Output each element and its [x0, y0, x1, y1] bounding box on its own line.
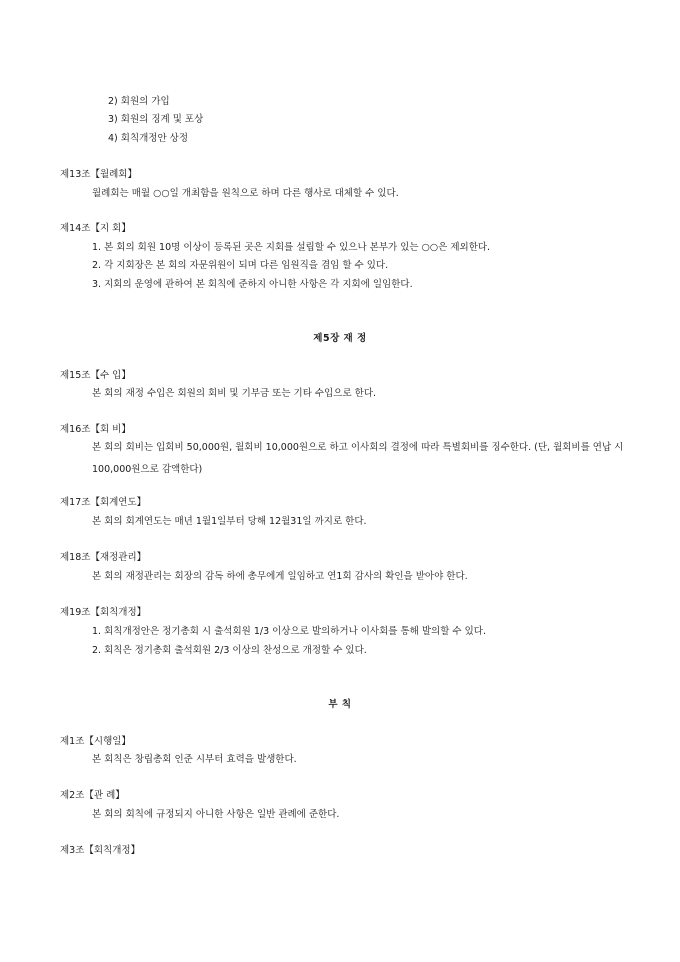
- article-17-body: 본 회의 회계연도는 매년 1월1일부터 당해 12월31일 까지로 한다.: [92, 516, 367, 527]
- article-15-body: 본 회의 재정 수입은 회원의 회비 및 기부금 또는 기타 수입으로 한다.: [92, 388, 377, 399]
- article-14-item: 1. 본 회의 회원 10명 이상이 등록된 곳은 지회를 설립할 수 있으나 본부가 있는 ○○은 제외한다.: [92, 242, 491, 253]
- article-13-title: 제13조【월례회】: [60, 169, 137, 180]
- article-19-item: 2. 회칙은 정기총회 출석회원 2/3 이상의 찬성으로 개정할 수 있다.: [92, 645, 367, 656]
- article-19-item: 1. 회칙개정안은 정기총회 시 출석회원 1/3 이상으로 발의하거나 이사회를 통해 발의할 수 있다.: [92, 626, 486, 637]
- article-13-body: 월례회는 매월 ○○일 개최함을 원칙으로 하며 다른 행사로 대체할 수 있다.: [92, 188, 399, 199]
- appendix-heading: 부 칙: [328, 699, 352, 710]
- article-19-title: 제19조【회칙개정】: [60, 607, 147, 618]
- article-14-item: 2. 각 지회장은 본 회의 자문위원이 되며 다른 임원직을 겸임 할 수 있다.: [92, 260, 389, 271]
- list-item: 2) 회원의 가입: [108, 96, 170, 107]
- article-16-body: 본 회의 회비는 입회비 50,000원, 월회비 10,000원으로 하고 이사회의 결정에 따라 특별회비를 징수한다. (단, 월회비를 연납 시 100,000원으로 감액한다): [92, 442, 624, 475]
- article-14-item: 3. 지회의 운영에 관하여 본 회칙에 준하지 아니한 사항은 각 지회에 일임한다.: [92, 279, 413, 290]
- appendix-article-1-body: 본 회칙은 창립총회 인준 시부터 효력을 발생한다.: [92, 754, 297, 765]
- article-18-body: 본 회의 재정관리는 회장의 감독 하에 총무에게 일임하고 연1회 감사의 확인을 받아야 한다.: [92, 571, 468, 582]
- appendix-article-2-body: 본 회의 회칙에 규정되지 아니한 사항은 일반 관례에 준한다.: [92, 809, 340, 820]
- article-15-title: 제15조【수 입】: [60, 370, 131, 381]
- article-16-title: 제16조【회 비】: [60, 424, 131, 435]
- article-17-title: 제17조【회계연도】: [60, 497, 147, 508]
- article-18-title: 제18조【재정관리】: [60, 552, 147, 563]
- appendix-article-2-title: 제2조【관 례】: [60, 790, 125, 801]
- chapter-5-heading: 제5장 재 정: [313, 333, 367, 344]
- appendix-article-1-title: 제1조【시행일】: [60, 736, 131, 747]
- list-item: 3) 회원의 징계 및 포상: [108, 114, 204, 125]
- appendix-article-3-title: 제3조【회칙개정】: [60, 845, 141, 856]
- list-item: 4) 회칙개정안 상정: [108, 133, 189, 144]
- article-14-title: 제14조【지 회】: [60, 223, 131, 234]
